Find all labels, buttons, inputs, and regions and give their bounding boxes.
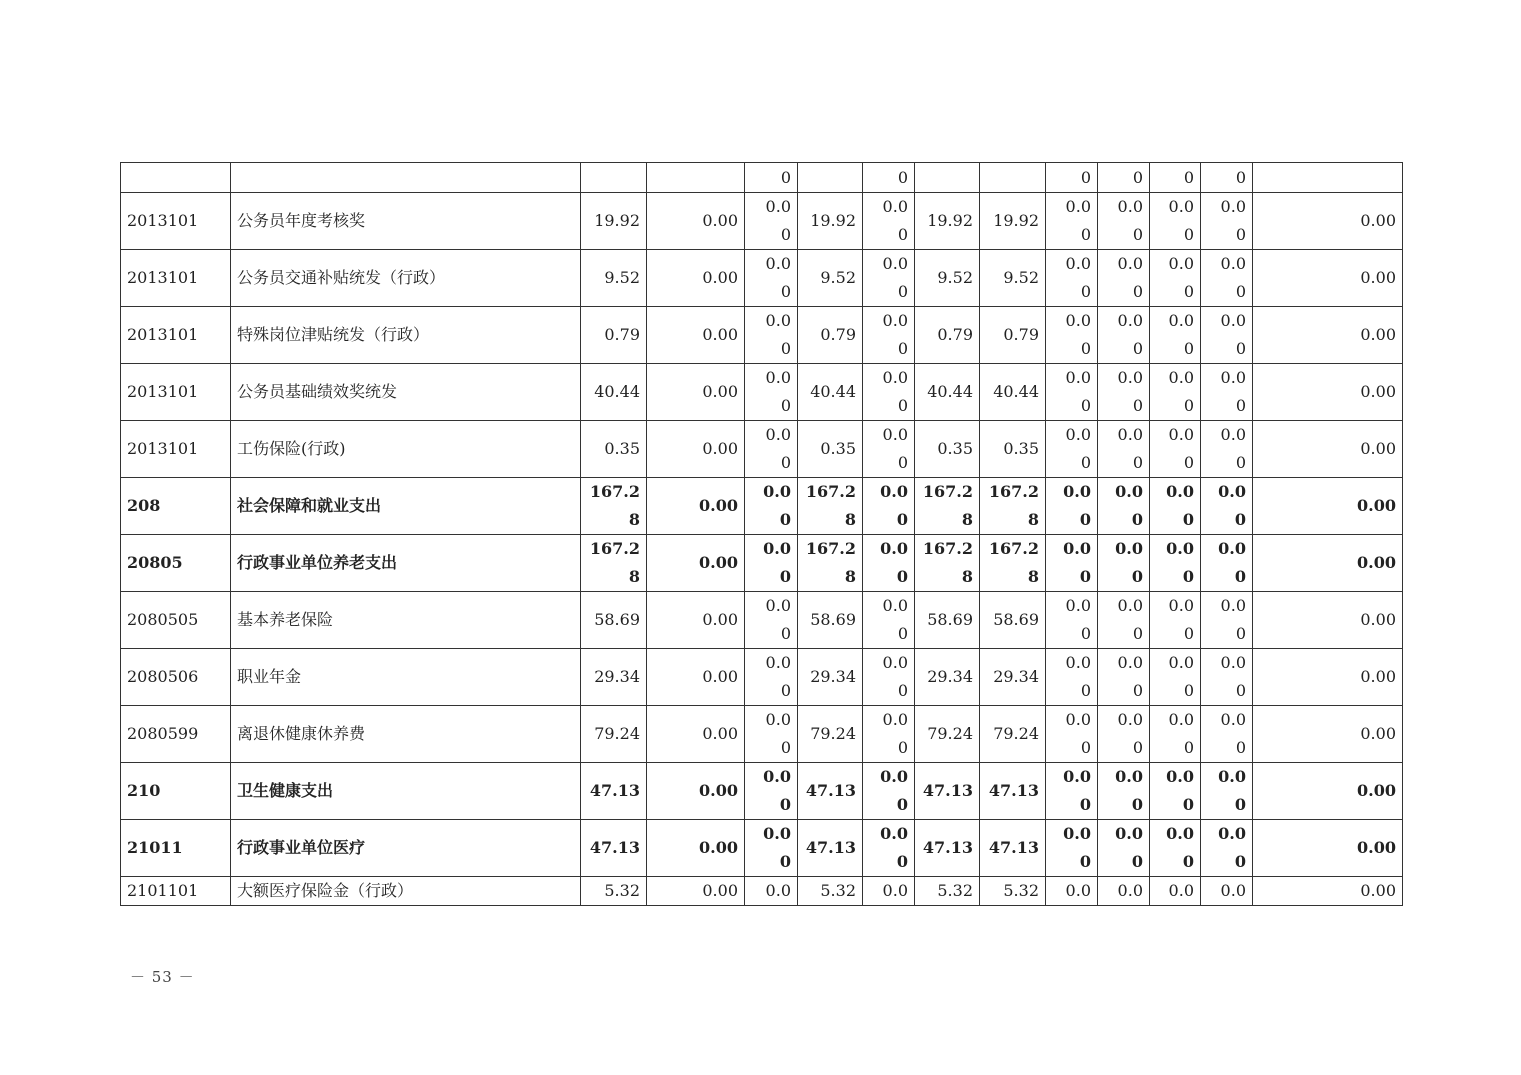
cell-amount-5: 0.0 0 (863, 307, 915, 364)
cell-amount-10: 0.0 0 (1150, 193, 1201, 250)
cell-amount-12: 0.00 (1253, 307, 1403, 364)
cell-amount-9: 0.0 (1098, 877, 1150, 906)
cell-amount-7: 5.32 (980, 877, 1046, 906)
table-row (121, 877, 1403, 906)
cell-amount-5: 0.0 0 (863, 592, 915, 649)
cell-amount-2: 0.00 (647, 535, 745, 592)
cell-amount-1: 167.2 8 (581, 535, 647, 592)
cell-amount-10: 0.0 0 (1150, 649, 1201, 706)
cell-amount-6: 47.13 (915, 763, 980, 820)
table-row (121, 307, 1403, 364)
cell-amount-8: 0.0 0 (1046, 364, 1098, 421)
cell-amount-7: 19.92 (980, 193, 1046, 250)
cell-amount-8: 0.0 0 (1046, 421, 1098, 478)
table-row (121, 421, 1403, 478)
cell-amount-5: 0.0 (863, 877, 915, 906)
cell-amount-7: 0.35 (980, 421, 1046, 478)
cell-amount-1: 47.13 (581, 820, 647, 877)
cell-amount-8: 0.0 0 (1046, 193, 1098, 250)
cell-amount-3: 0.0 0 (745, 364, 798, 421)
cell-amount-2: 0.00 (647, 307, 745, 364)
cell-amount-4: 40.44 (798, 364, 863, 421)
cell-amount-1: 47.13 (581, 763, 647, 820)
cell-amount-2: 0.00 (647, 763, 745, 820)
cell-amount-2: 0.00 (647, 649, 745, 706)
cell-amount-8: 0.0 0 (1046, 250, 1098, 307)
cell-subject-code: 2013101 (121, 421, 231, 478)
cell-amount-12: 0.00 (1253, 421, 1403, 478)
cell-amount-6: 19.92 (915, 193, 980, 250)
cell-amount-4: 19.92 (798, 193, 863, 250)
cell-amount-12: 0.00 (1253, 877, 1403, 906)
cell-subject-code (121, 163, 231, 193)
cell-amount-7: 167.2 8 (980, 478, 1046, 535)
cell-amount-8: 0 (1046, 163, 1098, 193)
cell-amount-12: 0.00 (1253, 364, 1403, 421)
cell-amount-11: 0.0 0 (1201, 478, 1253, 535)
cell-amount-7: 167.2 8 (980, 535, 1046, 592)
cell-amount-10: 0.0 0 (1150, 421, 1201, 478)
cell-amount-11: 0.0 0 (1201, 649, 1253, 706)
cell-subject-code: 2080506 (121, 649, 231, 706)
cell-amount-5: 0.0 0 (863, 763, 915, 820)
cell-amount-12: 0.00 (1253, 820, 1403, 877)
table-row (121, 592, 1403, 649)
cell-amount-3: 0.0 0 (745, 649, 798, 706)
cell-amount-4: 47.13 (798, 820, 863, 877)
cell-amount-7: 47.13 (980, 820, 1046, 877)
cell-subject-name: 基本养老保险 (231, 592, 581, 649)
cell-amount-3: 0.0 0 (745, 592, 798, 649)
cell-amount-6: 5.32 (915, 877, 980, 906)
cell-amount-3: 0.0 0 (745, 763, 798, 820)
cell-amount-1: 167.2 8 (581, 478, 647, 535)
cell-amount-11: 0 (1201, 163, 1253, 193)
cell-amount-5: 0 (863, 163, 915, 193)
cell-amount-4: 5.32 (798, 877, 863, 906)
cell-amount-7: 29.34 (980, 649, 1046, 706)
cell-amount-5: 0.0 0 (863, 706, 915, 763)
cell-amount-1: 58.69 (581, 592, 647, 649)
cell-amount-4: 0.79 (798, 307, 863, 364)
cell-amount-1 (581, 163, 647, 193)
table-body (121, 163, 1403, 906)
table-row (121, 649, 1403, 706)
cell-amount-1: 5.32 (581, 877, 647, 906)
cell-amount-11: 0.0 0 (1201, 364, 1253, 421)
cell-subject-code: 2013101 (121, 364, 231, 421)
cell-amount-2: 0.00 (647, 706, 745, 763)
cell-subject-code: 2013101 (121, 193, 231, 250)
cell-amount-7: 0.79 (980, 307, 1046, 364)
cell-amount-7: 58.69 (980, 592, 1046, 649)
cell-amount-11: 0.0 (1201, 877, 1253, 906)
cell-amount-9: 0.0 0 (1098, 478, 1150, 535)
cell-subject-name: 行政事业单位医疗 (231, 820, 581, 877)
cell-amount-3: 0.0 0 (745, 193, 798, 250)
cell-subject-code: 2080599 (121, 706, 231, 763)
cell-amount-9: 0 (1098, 163, 1150, 193)
cell-amount-10: 0.0 0 (1150, 706, 1201, 763)
cell-subject-code: 2013101 (121, 250, 231, 307)
cell-amount-10: 0.0 (1150, 877, 1201, 906)
cell-subject-code: 2013101 (121, 307, 231, 364)
table-row (121, 820, 1403, 877)
cell-amount-8: 0.0 0 (1046, 535, 1098, 592)
table-row (121, 706, 1403, 763)
cell-amount-11: 0.0 0 (1201, 535, 1253, 592)
cell-amount-6: 29.34 (915, 649, 980, 706)
cell-amount-4: 0.35 (798, 421, 863, 478)
cell-amount-1: 9.52 (581, 250, 647, 307)
cell-amount-9: 0.0 0 (1098, 535, 1150, 592)
table-row (121, 478, 1403, 535)
table-row (121, 163, 1403, 193)
cell-amount-2: 0.00 (647, 877, 745, 906)
cell-amount-6: 167.2 8 (915, 478, 980, 535)
cell-amount-3: 0.0 0 (745, 820, 798, 877)
cell-amount-5: 0.0 0 (863, 250, 915, 307)
cell-amount-5: 0.0 0 (863, 193, 915, 250)
cell-amount-9: 0.0 0 (1098, 820, 1150, 877)
cell-amount-4 (798, 163, 863, 193)
cell-subject-name: 公务员基础绩效奖统发 (231, 364, 581, 421)
cell-amount-12: 0.00 (1253, 763, 1403, 820)
cell-amount-4: 47.13 (798, 763, 863, 820)
table-row (121, 364, 1403, 421)
cell-amount-10: 0.0 0 (1150, 820, 1201, 877)
cell-amount-7: 47.13 (980, 763, 1046, 820)
cell-amount-3: 0.0 0 (745, 535, 798, 592)
cell-amount-6: 79.24 (915, 706, 980, 763)
cell-amount-12: 0.00 (1253, 592, 1403, 649)
cell-amount-1: 19.92 (581, 193, 647, 250)
cell-subject-name: 社会保障和就业支出 (231, 478, 581, 535)
cell-amount-4: 167.2 8 (798, 535, 863, 592)
table-row (121, 535, 1403, 592)
cell-amount-10: 0 (1150, 163, 1201, 193)
cell-amount-9: 0.0 0 (1098, 421, 1150, 478)
cell-amount-9: 0.0 0 (1098, 649, 1150, 706)
page-number: － 53 － (130, 968, 195, 986)
cell-amount-6 (915, 163, 980, 193)
cell-amount-6: 47.13 (915, 820, 980, 877)
cell-amount-11: 0.0 0 (1201, 763, 1253, 820)
cell-amount-6: 40.44 (915, 364, 980, 421)
cell-amount-2 (647, 163, 745, 193)
cell-amount-11: 0.0 0 (1201, 820, 1253, 877)
cell-amount-11: 0.0 0 (1201, 421, 1253, 478)
cell-amount-9: 0.0 0 (1098, 193, 1150, 250)
cell-amount-6: 0.35 (915, 421, 980, 478)
table-row (121, 250, 1403, 307)
cell-amount-3: 0.0 0 (745, 478, 798, 535)
cell-amount-11: 0.0 0 (1201, 250, 1253, 307)
cell-amount-3: 0.0 0 (745, 250, 798, 307)
cell-amount-1: 29.34 (581, 649, 647, 706)
cell-amount-2: 0.00 (647, 250, 745, 307)
cell-amount-9: 0.0 0 (1098, 250, 1150, 307)
cell-amount-2: 0.00 (647, 193, 745, 250)
cell-subject-code: 210 (121, 763, 231, 820)
cell-amount-3: 0.0 0 (745, 706, 798, 763)
cell-amount-10: 0.0 0 (1150, 250, 1201, 307)
cell-amount-9: 0.0 0 (1098, 592, 1150, 649)
cell-amount-11: 0.0 0 (1201, 307, 1253, 364)
cell-amount-4: 29.34 (798, 649, 863, 706)
cell-amount-1: 0.79 (581, 307, 647, 364)
cell-amount-1: 79.24 (581, 706, 647, 763)
cell-amount-4: 9.52 (798, 250, 863, 307)
cell-subject-code: 208 (121, 478, 231, 535)
cell-subject-code: 20805 (121, 535, 231, 592)
cell-subject-name: 公务员年度考核奖 (231, 193, 581, 250)
cell-amount-2: 0.00 (647, 820, 745, 877)
cell-subject-name: 大额医疗保险金（行政） (231, 877, 581, 906)
cell-subject-code: 21011 (121, 820, 231, 877)
cell-subject-name: 工伤保险(行政) (231, 421, 581, 478)
cell-subject-name: 卫生健康支出 (231, 763, 581, 820)
cell-amount-12: 0.00 (1253, 649, 1403, 706)
cell-subject-name: 公务员交通补贴统发（行政） (231, 250, 581, 307)
cell-amount-6: 58.69 (915, 592, 980, 649)
cell-amount-11: 0.0 0 (1201, 706, 1253, 763)
cell-amount-3: 0 (745, 163, 798, 193)
cell-amount-6: 167.2 8 (915, 535, 980, 592)
budget-table (120, 162, 1403, 906)
cell-subject-name: 特殊岗位津贴统发（行政） (231, 307, 581, 364)
cell-subject-name (231, 163, 581, 193)
cell-amount-5: 0.0 0 (863, 478, 915, 535)
cell-amount-2: 0.00 (647, 592, 745, 649)
cell-amount-11: 0.0 0 (1201, 193, 1253, 250)
cell-amount-10: 0.0 0 (1150, 763, 1201, 820)
cell-amount-9: 0.0 0 (1098, 763, 1150, 820)
cell-amount-8: 0.0 0 (1046, 478, 1098, 535)
cell-amount-8: 0.0 0 (1046, 592, 1098, 649)
cell-amount-8: 0.0 0 (1046, 706, 1098, 763)
cell-subject-code: 2101101 (121, 877, 231, 906)
cell-amount-1: 40.44 (581, 364, 647, 421)
cell-amount-11: 0.0 0 (1201, 592, 1253, 649)
cell-amount-5: 0.0 0 (863, 820, 915, 877)
cell-amount-6: 9.52 (915, 250, 980, 307)
cell-amount-8: 0.0 0 (1046, 649, 1098, 706)
cell-amount-9: 0.0 0 (1098, 307, 1150, 364)
cell-amount-10: 0.0 0 (1150, 478, 1201, 535)
cell-amount-3: 0.0 0 (745, 421, 798, 478)
cell-amount-7: 40.44 (980, 364, 1046, 421)
cell-amount-10: 0.0 0 (1150, 364, 1201, 421)
cell-amount-4: 167.2 8 (798, 478, 863, 535)
cell-amount-10: 0.0 0 (1150, 592, 1201, 649)
table-row (121, 763, 1403, 820)
cell-amount-5: 0.0 0 (863, 421, 915, 478)
cell-subject-name: 行政事业单位养老支出 (231, 535, 581, 592)
cell-amount-10: 0.0 0 (1150, 307, 1201, 364)
cell-subject-name: 职业年金 (231, 649, 581, 706)
cell-subject-name: 离退休健康休养费 (231, 706, 581, 763)
cell-amount-12: 0.00 (1253, 478, 1403, 535)
cell-amount-8: 0.0 (1046, 877, 1098, 906)
cell-amount-12: 0.00 (1253, 535, 1403, 592)
cell-amount-6: 0.79 (915, 307, 980, 364)
cell-amount-12: 0.00 (1253, 706, 1403, 763)
cell-amount-9: 0.0 0 (1098, 364, 1150, 421)
cell-amount-9: 0.0 0 (1098, 706, 1150, 763)
table-row (121, 193, 1403, 250)
cell-amount-4: 79.24 (798, 706, 863, 763)
cell-amount-12: 0.00 (1253, 193, 1403, 250)
cell-amount-5: 0.0 0 (863, 535, 915, 592)
cell-amount-3: 0.0 (745, 877, 798, 906)
cell-amount-3: 0.0 0 (745, 307, 798, 364)
cell-amount-5: 0.0 0 (863, 364, 915, 421)
cell-amount-7: 79.24 (980, 706, 1046, 763)
cell-amount-4: 58.69 (798, 592, 863, 649)
cell-amount-1: 0.35 (581, 421, 647, 478)
cell-amount-8: 0.0 0 (1046, 820, 1098, 877)
cell-amount-8: 0.0 0 (1046, 307, 1098, 364)
cell-amount-2: 0.00 (647, 421, 745, 478)
cell-amount-2: 0.00 (647, 478, 745, 535)
cell-amount-7: 9.52 (980, 250, 1046, 307)
cell-amount-12: 0.00 (1253, 250, 1403, 307)
cell-amount-8: 0.0 0 (1046, 763, 1098, 820)
cell-amount-2: 0.00 (647, 364, 745, 421)
cell-subject-code: 2080505 (121, 592, 231, 649)
cell-amount-12 (1253, 163, 1403, 193)
cell-amount-5: 0.0 0 (863, 649, 915, 706)
cell-amount-10: 0.0 0 (1150, 535, 1201, 592)
cell-amount-7 (980, 163, 1046, 193)
